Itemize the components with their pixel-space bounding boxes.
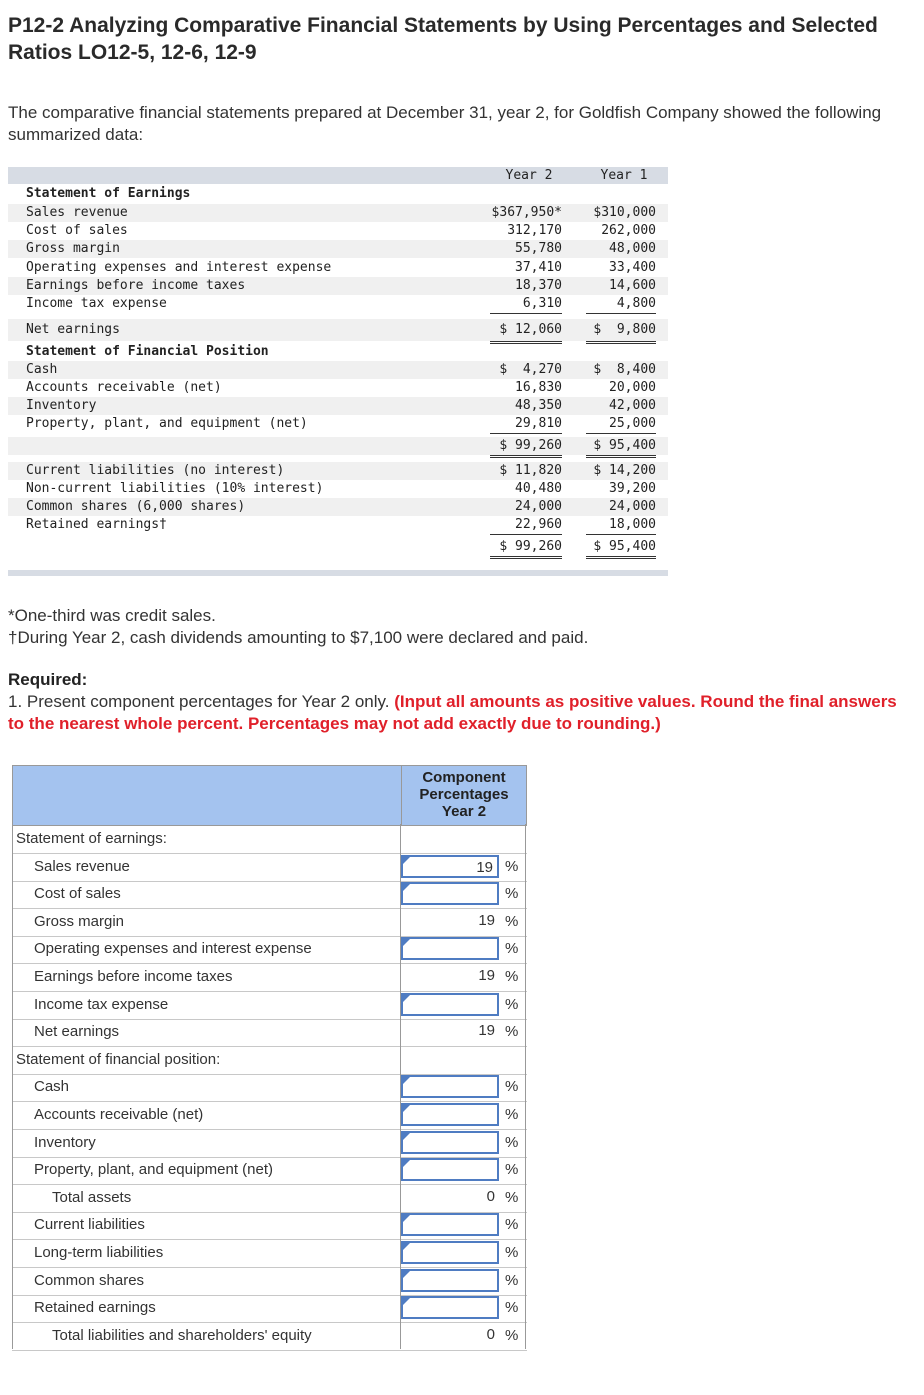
year2-amount: 48,350 — [515, 398, 562, 413]
year2-amount: 55,780 — [515, 241, 562, 256]
statement-of-earnings-heading — [8, 185, 668, 203]
year2-amount: 16,830 — [515, 380, 562, 395]
grid-line — [12, 824, 13, 1349]
percentage-input[interactable] — [401, 882, 499, 905]
year1-amount: $310,000 — [593, 205, 656, 220]
percent-sign: % — [505, 912, 519, 930]
component-percentages-header: Component Percentages Year 2 — [401, 766, 526, 825]
line-item-label: Income tax expense — [26, 296, 167, 311]
answer-row — [12, 908, 527, 937]
line-item-label: Current liabilities (no interest) — [26, 463, 285, 478]
answer-row — [12, 1156, 527, 1185]
year2-amount: 18,370 — [515, 278, 562, 293]
answer-row-label: Statement of earnings: — [16, 830, 167, 847]
answer-row-label: Current liabilities — [34, 1216, 145, 1234]
year1-amount: $ 14,200 — [593, 463, 656, 478]
financial-line-item — [8, 480, 668, 498]
percentage-value: 0 — [486, 1187, 495, 1205]
footnote-dividends: †During Year 2, cash dividends amounting to $7,100 were declared and paid. — [8, 628, 589, 647]
percent-sign: % — [505, 1326, 519, 1344]
percentage-value: 0 — [486, 1325, 495, 1343]
year1-amount: 14,600 — [609, 278, 656, 293]
percent-sign: % — [505, 1188, 519, 1206]
problem-title: P12-2 Analyzing Comparative Financial Statements by Using Percentages and Selected Ratios LO12-5, 12-6, 12-9 — [8, 14, 878, 64]
answer-row-label: Cost of sales — [34, 885, 121, 903]
financial-line-item — [8, 361, 668, 379]
line-item-label: Cash — [26, 362, 58, 377]
answer-row-label: Retained earnings — [34, 1299, 156, 1317]
answer-row — [12, 1294, 527, 1323]
answer-row-label: Property, plant, and equipment (net) — [34, 1161, 274, 1179]
problem-intro: The comparative financial statements prepared at December 31, year 2, for Goldfish Company showed the following summarized data: — [8, 103, 882, 144]
percentage-input[interactable] — [401, 1241, 499, 1264]
answer-row-label: Income tax expense — [34, 995, 169, 1013]
answer-row — [12, 853, 527, 882]
financial-line-item — [8, 319, 668, 341]
line-item-label: Non-current liabilities (10% interest) — [26, 481, 324, 496]
percent-sign: % — [505, 968, 519, 985]
financial-line-item — [8, 259, 668, 277]
year1-amount: $ 9,800 — [586, 319, 656, 344]
year2-amount: 37,410 — [515, 260, 562, 275]
section-heading: Statement of Financial Position — [26, 344, 269, 359]
percent-sign: % — [505, 1023, 519, 1041]
answer-row-label: Earnings before income taxes — [34, 968, 233, 985]
answer-table-header — [12, 765, 527, 826]
year2-amount: 40,480 — [515, 481, 562, 496]
percentage-input[interactable] — [401, 1158, 499, 1181]
percentage-input[interactable] — [401, 1075, 499, 1098]
year2-amount: $ 99,260 — [490, 538, 562, 559]
answer-row-label: Operating expenses and interest expense — [34, 940, 312, 958]
answer-row — [12, 1211, 527, 1240]
answer-row-label: Total liabilities and shareholders' equity — [52, 1326, 312, 1344]
year1-amount: 42,000 — [609, 398, 656, 413]
answer-row-label: Accounts receivable (net) — [34, 1106, 204, 1123]
answer-row-label: Total assets — [52, 1188, 132, 1206]
grid-line — [525, 824, 526, 1349]
total-assets-row — [8, 437, 668, 455]
answer-row — [12, 1239, 527, 1268]
percentage-input[interactable]: 19 — [401, 855, 499, 878]
line-item-label: Operating expenses and interest expense — [26, 260, 332, 275]
answer-row — [12, 935, 527, 964]
statement-of-financial-position-heading — [8, 343, 668, 361]
percent-sign: % — [505, 995, 519, 1013]
answer-row — [12, 1101, 527, 1130]
grid-line — [400, 824, 401, 1349]
line-item-label: Net earnings — [26, 322, 120, 337]
percent-sign: % — [505, 1271, 519, 1289]
percentage-input[interactable] — [401, 1213, 499, 1236]
year1-amount: 33,400 — [609, 260, 656, 275]
year1-amount: 262,000 — [586, 222, 656, 241]
financial-line-item — [8, 415, 668, 433]
percentage-value: 19 — [478, 967, 495, 984]
percent-sign: % — [505, 1161, 519, 1179]
answer-row-label: Gross margin — [34, 912, 125, 930]
line-item-label: Gross margin — [26, 241, 120, 256]
percent-sign: % — [505, 1106, 519, 1123]
financial-line-item — [8, 397, 668, 415]
financial-line-item — [8, 516, 668, 534]
required-text: 1. Present component percentages for Year 2 only. (Input all amounts as positive values. Round the final answers to the nearest whole percent. Percentages may not add exactly due to rounding.) — [8, 692, 897, 733]
year1-amount: $ 8,400 — [593, 362, 656, 377]
percentage-value: 19 — [478, 1022, 495, 1040]
year1-amount: 24,000 — [609, 499, 656, 514]
year2-amount: 24,000 — [515, 499, 562, 514]
section-heading: Statement of Earnings — [26, 186, 191, 201]
total-liabilities-equity-row — [8, 538, 668, 556]
year1-amount: 18,000 — [586, 516, 656, 535]
percent-sign: % — [505, 857, 519, 875]
year2-amount: $ 11,820 — [499, 463, 562, 478]
year1-amount: 25,000 — [586, 415, 656, 434]
year1-amount: $ 95,400 — [586, 437, 656, 458]
percent-sign: % — [505, 885, 519, 903]
percentage-input[interactable] — [401, 1131, 499, 1154]
year2-amount: $367,950* — [491, 205, 562, 220]
answer-row — [12, 1129, 527, 1158]
year2-column-header: Year 2 — [505, 168, 553, 183]
answer-row-label: Inventory — [34, 1133, 96, 1151]
answer-row-label: Net earnings — [34, 1023, 120, 1041]
percent-sign: % — [505, 1133, 519, 1151]
answer-row-label: Common shares — [34, 1271, 145, 1289]
percentage-value: 19 — [478, 911, 495, 929]
financial-line-item — [8, 295, 668, 313]
percentage-input[interactable] — [401, 1269, 499, 1292]
line-item-label: Sales revenue — [26, 205, 128, 220]
financial-line-item — [8, 240, 668, 258]
answer-row-label: Statement of financial position: — [16, 1050, 221, 1068]
year2-amount: 312,170 — [490, 222, 562, 241]
year1-column-header: Year 1 — [600, 168, 648, 183]
answer-row — [12, 880, 527, 909]
line-item-label: Earnings before income taxes — [26, 278, 246, 293]
year2-amount: $ 4,270 — [499, 362, 562, 377]
percent-sign: % — [505, 1244, 519, 1261]
financial-line-item — [8, 222, 668, 240]
financial-line-item — [8, 379, 668, 397]
year2-amount: $ 12,060 — [490, 319, 562, 344]
answer-row-label: Sales revenue — [34, 857, 130, 875]
financial-line-item — [8, 277, 668, 295]
year1-amount: 48,000 — [609, 241, 656, 256]
footnotes — [8, 605, 588, 649]
percentage-input[interactable] — [401, 937, 499, 960]
answer-row — [12, 1267, 527, 1296]
line-item-label: Cost of sales — [26, 223, 128, 238]
rounding-instruction: (Input all amounts as positive values. Round the final answers to the nearest whole percent. Percentages may not add exactly due to rounding.) — [8, 692, 897, 733]
answer-row — [12, 963, 527, 992]
answer-row — [12, 991, 527, 1020]
line-item-label: Retained earnings† — [26, 517, 167, 532]
answer-row — [12, 1073, 527, 1102]
financial-data-table — [8, 167, 668, 577]
financial-line-item — [8, 462, 668, 480]
answer-row-label: Cash — [34, 1078, 70, 1096]
percent-sign: % — [505, 1299, 519, 1317]
answer-row — [12, 1018, 527, 1047]
percent-sign: % — [505, 1216, 519, 1234]
line-item-label: Accounts receivable (net) — [26, 380, 222, 395]
year1-amount: 4,800 — [586, 295, 656, 314]
year2-amount: 6,310 — [490, 295, 562, 314]
year2-amount: $ 99,260 — [490, 437, 562, 458]
year2-amount: 29,810 — [490, 415, 562, 434]
financial-line-item — [8, 204, 668, 222]
answer-row — [12, 1184, 527, 1213]
answer-row-label: Long-term liabilities — [34, 1244, 164, 1261]
answer-row — [12, 1046, 527, 1075]
percentage-input[interactable] — [401, 1296, 499, 1319]
line-item-label: Common shares (6,000 shares) — [26, 499, 246, 514]
year2-amount: 22,960 — [490, 516, 562, 535]
answer-row — [12, 1322, 527, 1351]
percent-sign: % — [505, 940, 519, 958]
line-item-label: Inventory — [26, 398, 97, 413]
percentage-input[interactable] — [401, 1103, 499, 1126]
year1-amount: 20,000 — [609, 380, 656, 395]
percent-sign: % — [505, 1078, 519, 1096]
percentage-input[interactable] — [401, 993, 499, 1016]
answer-row — [12, 825, 527, 854]
required-heading: Required: — [8, 670, 88, 689]
financial-line-item — [8, 498, 668, 516]
year1-amount: $ 95,400 — [586, 538, 656, 559]
line-item-label: Property, plant, and equipment (net) — [26, 416, 308, 431]
footnote-credit-sales: *One-third was credit sales. — [8, 606, 216, 625]
year1-amount: 39,200 — [609, 481, 656, 496]
